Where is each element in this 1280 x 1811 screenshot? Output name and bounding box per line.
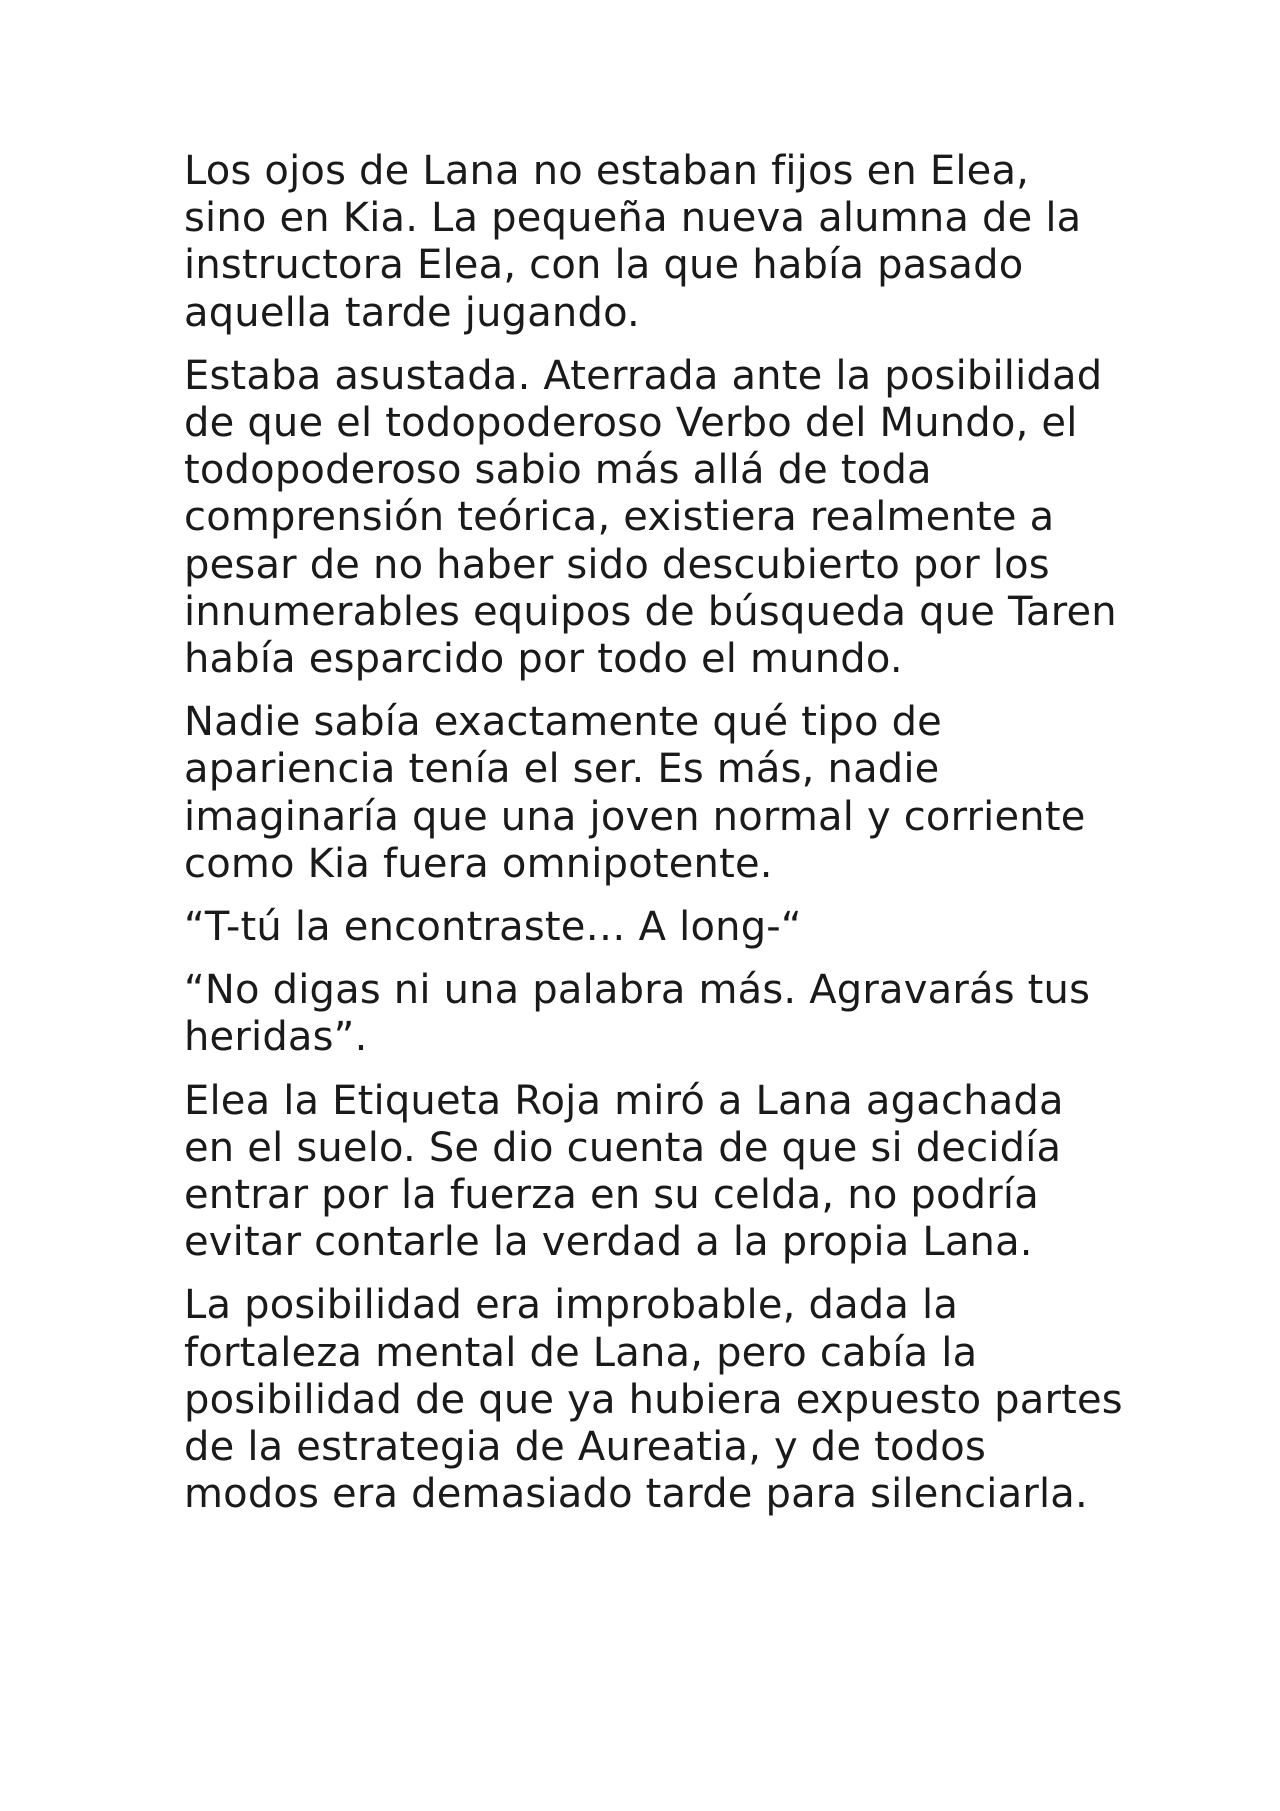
- paragraph: Nadie sabía exactamente qué tipo de apariencia tenía el ser. Es más, nadie imaginaría que una joven normal y corriente como Kia fuera omnipotente.: [184, 699, 1086, 887]
- paragraph: Los ojos de Lana no estaban fijos en Elea, sino en Kia. La pequeña nueva alumna de la instructora Elea, con la que había pasado aquella tarde jugando.: [184, 148, 1082, 336]
- paragraph: Estaba asustada. Aterrada ante la posibilidad de que el todopoderoso Verbo del Mundo, el todopoderoso sabio más allá de toda comprensión teórica, existiera realmente a pesar de no haber sido descubierto por los innumerables equipos de búsqueda que Taren había esparcido por todo el mundo.: [184, 352, 1117, 683]
- document-page: [184, 148, 1124, 1534]
- paragraph: La posibilidad era improbable, dada la fortaleza mental de Lana, pero cabía la posibilidad de que ya hubiera expuesto partes de la estrategia de Aureatia, y de todos modos era demasiado tarde para silenciarla.: [184, 1282, 1123, 1518]
- paragraph: Elea la Etiqueta Roja miró a Lana agachada en el suelo. Se dio cuenta de que si decidía entrar por la fuerza en su celda, no podría evitar contarle la verdad a la propia Lana.: [184, 1077, 1064, 1266]
- paragraph: “No digas ni una palabra más. Agravarás tus heridas”.: [184, 967, 1091, 1061]
- paragraph: “T-tú la encontraste… A long-“: [184, 904, 802, 951]
